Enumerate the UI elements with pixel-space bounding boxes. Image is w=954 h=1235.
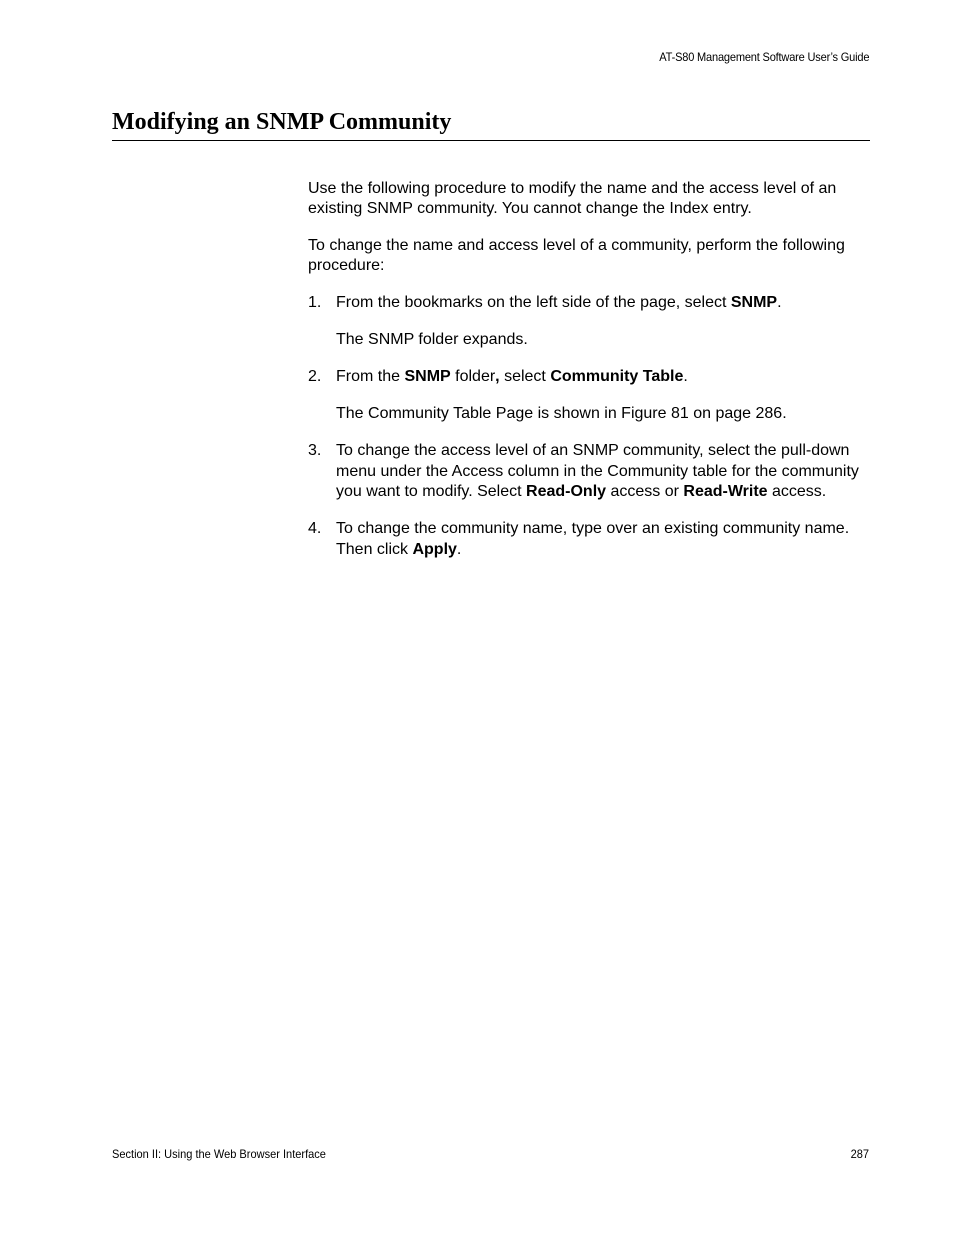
text-run: access or bbox=[606, 482, 684, 500]
text-run: access. bbox=[767, 482, 827, 500]
step-number: 4. bbox=[308, 520, 322, 538]
step-number: 3. bbox=[308, 442, 322, 460]
ui-term: Apply bbox=[412, 540, 457, 558]
step-2 bbox=[308, 367, 874, 424]
step-result: The SNMP folder expands. bbox=[336, 330, 528, 348]
text-run: From the bbox=[336, 368, 405, 386]
step-result: The Community Table Page is shown in Figure 81 on page 286. bbox=[336, 405, 787, 423]
procedure-lead-in: To change the name and access level of a community, perform the following procedure: bbox=[308, 237, 845, 275]
step-3 bbox=[308, 441, 874, 502]
ui-term: SNMP bbox=[730, 294, 778, 312]
text-run: folder bbox=[450, 368, 496, 386]
footer-section-label: Section II: Using the Web Browser Interface bbox=[112, 1147, 326, 1161]
step-1 bbox=[308, 293, 874, 350]
intro-paragraph: Use the following procedure to modify the name and the access level of an existing SNMP community. You cannot change the Index entry. bbox=[308, 180, 837, 218]
page-number: 287 bbox=[850, 1147, 869, 1161]
body-text bbox=[308, 179, 874, 577]
step-number: 2. bbox=[308, 368, 322, 386]
text-run: . bbox=[777, 294, 782, 312]
procedure-steps bbox=[308, 293, 874, 560]
title-rule bbox=[112, 140, 870, 141]
text-run: From the bookmarks on the left side of the page, select bbox=[336, 294, 731, 312]
text-run: select bbox=[499, 368, 551, 386]
step-number: 1. bbox=[308, 294, 322, 312]
ui-term: Read-Only bbox=[526, 482, 607, 500]
ui-term: Community Table bbox=[550, 368, 684, 386]
step-text bbox=[336, 441, 874, 502]
text-run: , bbox=[495, 368, 500, 386]
ui-term: Read-Write bbox=[683, 482, 768, 500]
step-4 bbox=[308, 519, 874, 560]
ui-term: SNMP bbox=[404, 368, 451, 386]
section-title: Modifying an SNMP Community bbox=[112, 109, 452, 135]
step-text bbox=[336, 519, 874, 560]
running-header: AT-S80 Management Software User’s Guide bbox=[658, 50, 869, 64]
step-text bbox=[336, 293, 874, 313]
text-run: . bbox=[456, 540, 462, 558]
step-text bbox=[336, 367, 874, 387]
text-run: . bbox=[683, 368, 688, 386]
text-run: To change the community name, type over an existing community name. Then click bbox=[336, 520, 850, 558]
text-run: To change the access level of an SNMP community, select the pull-down menu under the Access column in the Community table for the community you want to modify. Select bbox=[336, 442, 859, 500]
